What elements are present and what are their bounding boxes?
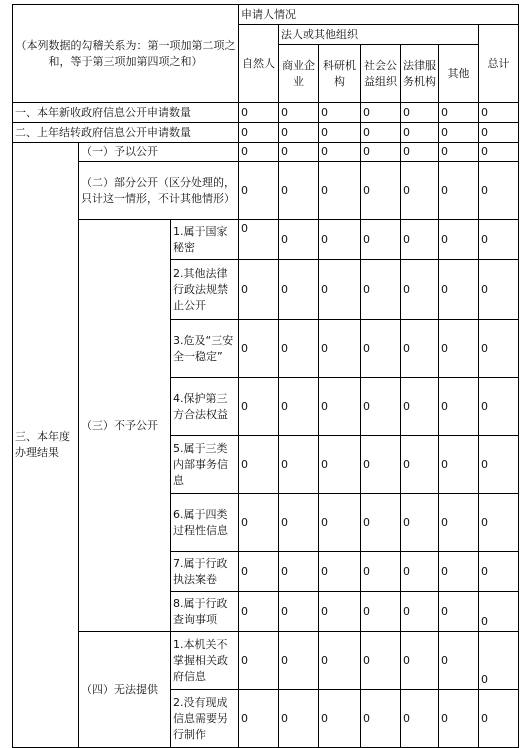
- row-label: 6.属于四类过程性信息: [171, 494, 239, 552]
- row-label: 4.保护第三方合法权益: [171, 378, 239, 436]
- cell-value: 0: [319, 260, 361, 320]
- cell-value: 0: [279, 494, 319, 552]
- cell-value: 0: [479, 632, 519, 690]
- cell-value: 0: [319, 162, 361, 220]
- cell-value: 0: [239, 436, 279, 494]
- cell-value: 0: [239, 690, 279, 748]
- cell-value: 0: [239, 632, 279, 690]
- cell-value: 0: [479, 690, 519, 748]
- cell-value: 0: [361, 494, 401, 552]
- cell-value: 0: [479, 143, 519, 162]
- cell-value: 0: [401, 320, 439, 378]
- row-label: （二）部分公开（区分处理的，只计这一情形，不计其他情形）: [79, 162, 239, 220]
- statistics-note: （本列数据的勾稽关系为：第一项加第二项之和，等于第三项加第四项之和）: [13, 5, 239, 103]
- cell-value: 0: [319, 494, 361, 552]
- cell-value: 0: [239, 103, 279, 123]
- cell-value: 0: [479, 436, 519, 494]
- cell-value: 0: [239, 143, 279, 162]
- cell-value: 0: [439, 436, 479, 494]
- table-row: [13, 162, 519, 220]
- cell-value: 0: [479, 378, 519, 436]
- cell-value: 0: [279, 552, 319, 592]
- cell-value: 0: [401, 494, 439, 552]
- cell-value: 0: [479, 552, 519, 592]
- row-label: 2.其他法律行政法规禁止公开: [171, 260, 239, 320]
- row-label: 8.属于行政查询事项: [171, 592, 239, 632]
- cell-value: 0: [439, 103, 479, 123]
- cell-value: 0: [479, 123, 519, 143]
- table-row: [13, 123, 519, 143]
- cell-value: 0: [279, 690, 319, 748]
- cell-value: 0: [279, 220, 319, 260]
- row-label: 3.危及“三安全一稳定”: [171, 320, 239, 378]
- cell-value: 0: [319, 123, 361, 143]
- cell-value: 0: [239, 162, 279, 220]
- cell-value: 0: [439, 260, 479, 320]
- cell-value: 0: [439, 552, 479, 592]
- cell-value: 0: [279, 320, 319, 378]
- cell-value: 0: [319, 103, 361, 123]
- cell-value: 0: [361, 378, 401, 436]
- not-disclose-label: （三）不予公开: [79, 220, 171, 632]
- cell-value: 0: [401, 632, 439, 690]
- row-label: 5.属于三类内部事务信息: [171, 436, 239, 494]
- cell-value: 0: [239, 320, 279, 378]
- cell-value: 0: [279, 592, 319, 632]
- government-info-disclosure-table: [12, 4, 519, 748]
- cell-value: 0: [361, 632, 401, 690]
- table-row: [13, 143, 519, 162]
- cell-value: 0: [239, 494, 279, 552]
- row-label: （一）予以公开: [79, 143, 239, 162]
- cell-value: 0: [401, 260, 439, 320]
- cell-value: 0: [319, 592, 361, 632]
- cell-value: 0: [479, 162, 519, 220]
- cell-value: 0: [479, 592, 519, 632]
- cell-value: 0: [361, 436, 401, 494]
- cell-value: 0: [361, 552, 401, 592]
- legal-service-header: 法律服务机构: [401, 45, 439, 103]
- cell-value: 0: [479, 320, 519, 378]
- results-label: 三、本年度办理结果: [13, 143, 79, 748]
- table-row: [13, 632, 519, 690]
- cell-value: 0: [479, 220, 519, 260]
- cell-value: 0: [401, 103, 439, 123]
- cell-value: 0: [319, 632, 361, 690]
- social-header: 社会公益组织: [361, 45, 401, 103]
- cell-value: 0: [279, 260, 319, 320]
- cell-value: 0: [401, 436, 439, 494]
- cell-value: 0: [319, 552, 361, 592]
- cell-value: 0: [239, 260, 279, 320]
- row-label: 二、上年结转政府信息公开申请数量: [13, 123, 239, 143]
- cell-value: 0: [439, 123, 479, 143]
- cell-value: 0: [319, 436, 361, 494]
- header-row-1: [13, 5, 519, 25]
- cell-value: 0: [439, 162, 479, 220]
- table-row: [13, 220, 519, 260]
- natural-person-header: 自然人: [239, 25, 279, 103]
- cell-value: 0: [361, 143, 401, 162]
- cell-value: 0: [279, 162, 319, 220]
- cell-value: 0: [279, 103, 319, 123]
- cell-value: 0: [361, 690, 401, 748]
- cell-value: 0: [319, 143, 361, 162]
- cell-value: 0: [279, 378, 319, 436]
- row-label: 1.本机关不掌握相关政府信息: [171, 632, 239, 690]
- cell-value: 0: [401, 123, 439, 143]
- cell-value: 0: [479, 260, 519, 320]
- cell-value: 0: [439, 632, 479, 690]
- legal-org-header: 法人或其他组织: [279, 25, 479, 45]
- cell-value: 0: [279, 123, 319, 143]
- row-label: 1.属于国家秘密: [171, 220, 239, 260]
- cell-value: 0: [361, 123, 401, 143]
- table-row: [13, 103, 519, 123]
- cell-value: 0: [439, 592, 479, 632]
- cell-value: 0: [401, 162, 439, 220]
- cell-value: 0: [439, 378, 479, 436]
- cell-value: 0: [319, 690, 361, 748]
- cell-value: 0: [401, 220, 439, 260]
- cell-value: 0: [401, 552, 439, 592]
- cell-value: 0: [319, 320, 361, 378]
- cell-value: 0: [239, 220, 279, 260]
- cell-value: 0: [361, 320, 401, 378]
- cell-value: 0: [401, 690, 439, 748]
- cell-value: 0: [361, 260, 401, 320]
- cell-value: 0: [439, 143, 479, 162]
- applicant-situation-header: 申请人情况: [239, 5, 519, 25]
- cell-value: 0: [361, 103, 401, 123]
- cell-value: 0: [239, 123, 279, 143]
- cell-value: 0: [479, 494, 519, 552]
- cell-value: 0: [361, 592, 401, 632]
- total-header: 总计: [479, 25, 519, 103]
- cell-value: 0: [439, 690, 479, 748]
- cell-value: 0: [239, 378, 279, 436]
- row-label: 2.没有现成信息需要另行制作: [171, 690, 239, 748]
- cell-value: 0: [401, 143, 439, 162]
- research-header: 科研机构: [319, 45, 361, 103]
- cell-value: 0: [401, 592, 439, 632]
- cell-value: 0: [439, 320, 479, 378]
- other-header: 其他: [439, 45, 479, 103]
- business-header: 商业企业: [279, 45, 319, 103]
- cell-value: 0: [279, 143, 319, 162]
- cell-value: 0: [439, 220, 479, 260]
- cell-value: 0: [279, 436, 319, 494]
- cell-value: 0: [279, 632, 319, 690]
- row-label: 7.属于行政执法案卷: [171, 552, 239, 592]
- cell-value: 0: [319, 220, 361, 260]
- cell-value: 0: [361, 220, 401, 260]
- unable-label: （四）无法提供: [79, 632, 171, 748]
- cell-value: 0: [479, 103, 519, 123]
- cell-value: 0: [239, 552, 279, 592]
- cell-value: 0: [439, 494, 479, 552]
- cell-value: 0: [401, 378, 439, 436]
- cell-value: 0: [361, 162, 401, 220]
- cell-value: 0: [239, 592, 279, 632]
- row-label: 一、本年新收政府信息公开申请数量: [13, 103, 239, 123]
- cell-value: 0: [319, 378, 361, 436]
